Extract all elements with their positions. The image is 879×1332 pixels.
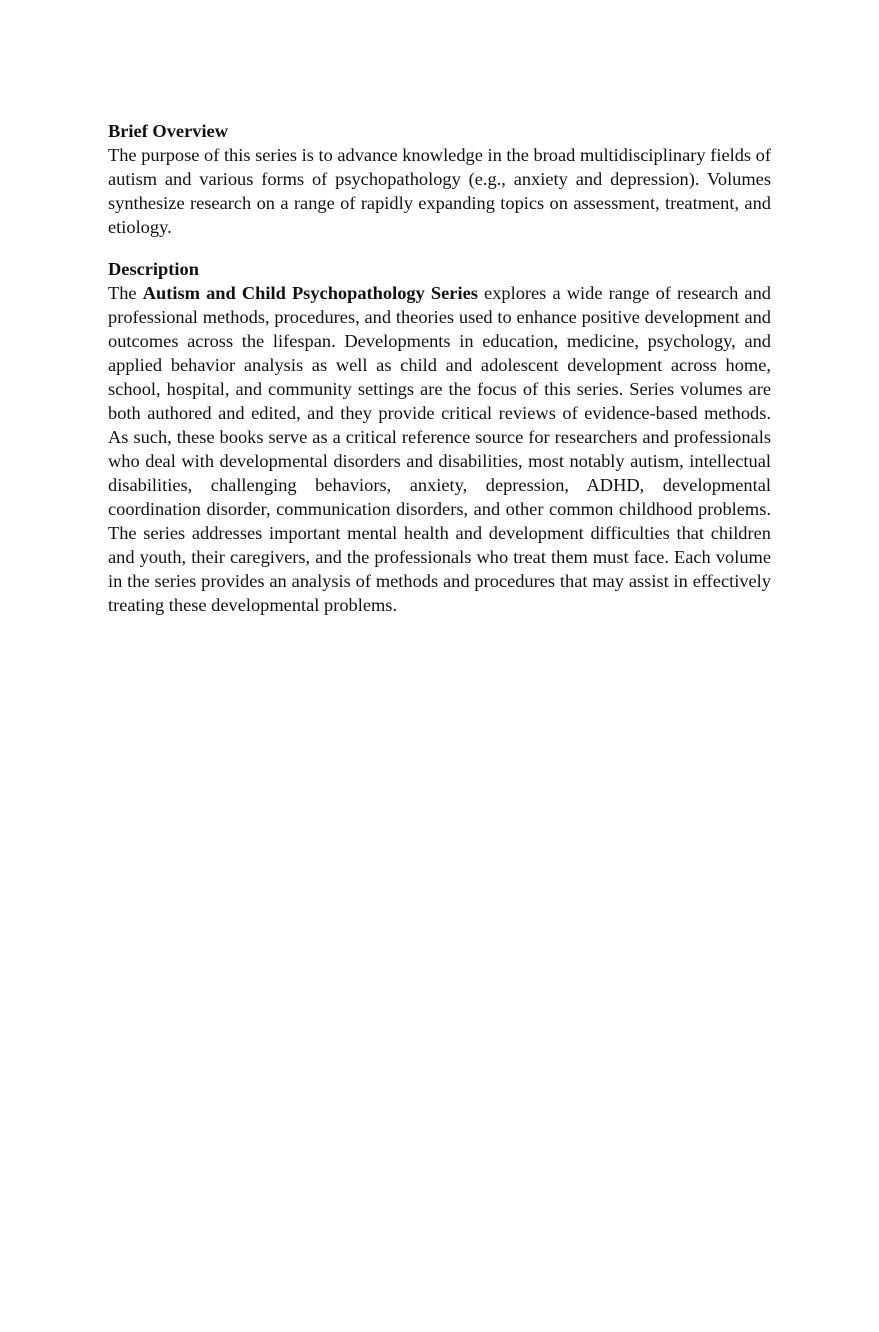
description-body: explores a wide range of research and professional methods, procedures, and theories used to enhance positive development and outcomes across the lifespan. Developments in education, medicine, psychology, and applied behavior analysis as well as child and adolescent development across home, school, hospital, and community settings are the focus of this series. Series volumes are both authored and edited, and they provide critical reviews of evidence-based methods. As such, these books serve as a critical reference source for researchers and professionals who deal with developmental disorders and disabilities, most notably autism, intellectual disabilities, challenging behaviors, anxiety, depression, ADHD, developmental coordination disorder, communication disorders, and other common childhood problems. The series addresses important mental health and development difficulties that children and youth, their caregivers, and the professionals who treat them must face. Each volume in the series provides an analysis of methods and procedures that may assist in effectively treating these developmental problems. <box>108 283 771 615</box>
series-name: Autism and Child Psychopathology Series <box>142 283 478 303</box>
page-content <box>108 119 771 617</box>
description-paragraph <box>108 281 771 617</box>
brief-overview-section <box>108 119 771 239</box>
description-section <box>108 257 771 617</box>
brief-overview-paragraph: The purpose of this series is to advance knowledge in the broad multidisciplinary fields of autism and various forms of psychopathology (e.g., anxiety and depression). Volumes synthesize research on a range of rapidly expanding topics on assessment, treatment, and etiology. <box>108 145 771 237</box>
description-intro: The <box>108 283 143 303</box>
description-heading: Description <box>108 259 199 279</box>
brief-overview-heading: Brief Overview <box>108 121 228 141</box>
